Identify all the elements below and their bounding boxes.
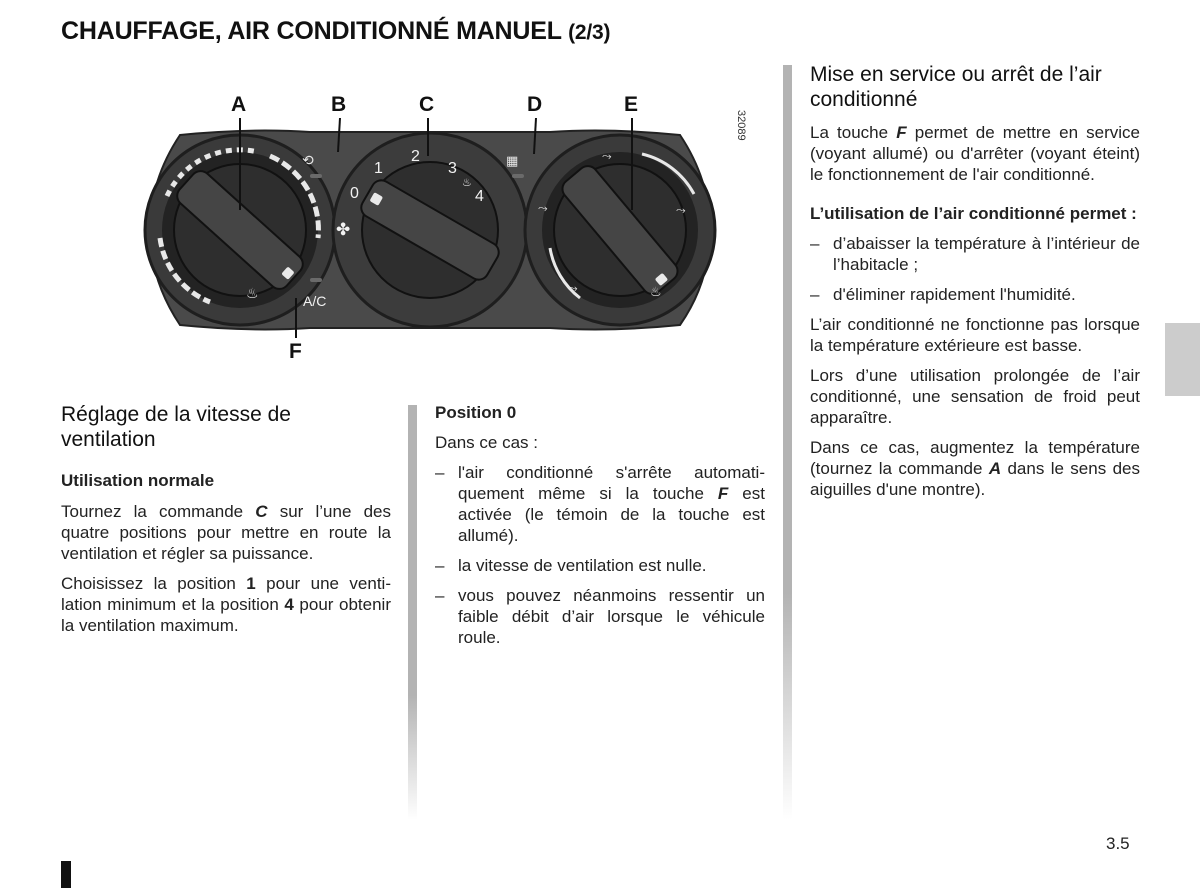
speed-mark-3: 3	[448, 160, 457, 177]
corner-mark	[61, 861, 71, 888]
list-item: – la vitesse de ventilation est nulle.	[435, 556, 707, 575]
page-title-part: (2/3)	[568, 21, 611, 44]
speed-mark-4: 4	[475, 188, 484, 205]
callout-a: A	[231, 93, 247, 116]
section-ventilation-speed	[61, 402, 391, 645]
callout-c: C	[419, 93, 435, 116]
svg-text:♨: ♨	[650, 285, 662, 300]
chapter-tab	[1165, 323, 1200, 396]
callout-d: D	[527, 93, 543, 116]
speed-mark-2: 2	[411, 148, 420, 165]
svg-text:⤳: ⤳	[538, 201, 548, 215]
callout-f: F	[289, 340, 302, 363]
section-heading: Mise en service ou arrêt de l’air conditionné	[810, 63, 1102, 111]
section-heading: Réglage de la vitesse de ventilation	[61, 403, 291, 451]
list-item: – d'éliminer rapidement l'humidité.	[810, 285, 1076, 304]
paragraph: Lors d’une utilisation prolongée de l’air conditionné, une sensation de froid peut apparaître.	[810, 366, 1140, 427]
paragraph: Tournez la commande C sur l’une des quatre positions pour mettre en route la ventilation et régler sa puissance.	[61, 502, 391, 563]
subheading: Utilisation normale	[61, 471, 215, 490]
ac-label: A/C	[303, 293, 327, 309]
fan-icon: ✤	[336, 220, 351, 240]
section-heading: Position 0	[435, 403, 517, 422]
speed-mark-0: 0	[350, 185, 359, 202]
page-number: 3.5	[1106, 834, 1130, 853]
svg-text:⤳: ⤳	[602, 149, 612, 163]
paragraph: Dans ce cas :	[435, 433, 538, 452]
defrost-icon: ♨	[462, 176, 472, 189]
speed-mark-1: 1	[374, 160, 383, 177]
paragraph: La touche F permet de mettre en service (voyant allumé) ou d'arrêter (voyant éteint) le fonctionnement de l'air conditionné.	[810, 123, 1140, 184]
list-item: – l'air conditionné s'arrête automatiquement même si la touche F est activée (le témoin de la touche est allumé).	[435, 463, 765, 545]
subheading: L’utilisation de l’air conditionné permet :	[810, 204, 1137, 223]
paragraph: Dans ce cas, augmentez la température (tournez la commande A dans le sens des aiguilles d'une montre).	[810, 438, 1140, 499]
figure-ref: 32089	[735, 110, 747, 141]
svg-text:⤳: ⤳	[676, 203, 686, 217]
svg-text:⤳: ⤳	[568, 281, 578, 295]
callout-b: B	[331, 93, 347, 116]
rear-defrost-icon: ▦	[506, 154, 519, 169]
callout-e: E	[624, 93, 639, 116]
paragraph: Choisissez la position 1 pour une ventilation minimum et la position 4 pour obtenir la ventilation maximum.	[61, 574, 391, 635]
section-ac-on-off	[810, 62, 1140, 509]
section-position-zero	[435, 402, 765, 657]
column-separator-left	[408, 405, 417, 820]
list-item: – d’abaisser la température à l’intérieur de l’habitacle ;	[810, 234, 1140, 274]
list-item: – vous pouvez néanmoins ressentir un faible débit d’air lorsque le véhicule roule.	[435, 586, 765, 647]
recirculation-icon: ⟲	[302, 153, 314, 169]
control-panel-figure	[110, 70, 750, 370]
column-separator-right	[783, 65, 792, 820]
page-title: CHAUFFAGE, AIR CONDITIONNÉ MANUEL (2/3)	[61, 17, 611, 45]
svg-text:♨: ♨	[246, 286, 259, 302]
paragraph: L’air conditionné ne fonctionne pas lorsque la température extérieure est basse.	[810, 315, 1140, 355]
